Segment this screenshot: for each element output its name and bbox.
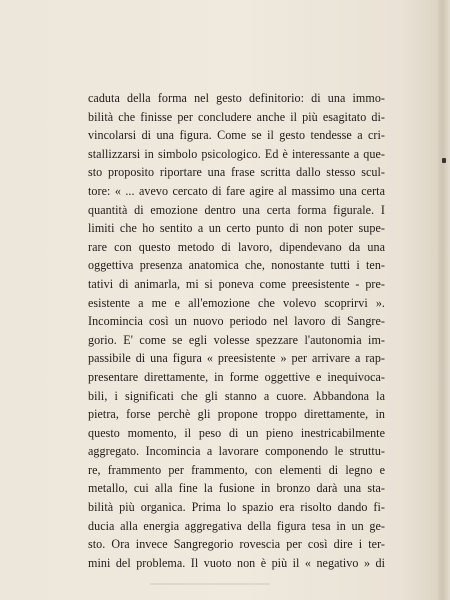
text-line: quantità di emozione dentro una certa forma figurale. I <box>88 202 385 217</box>
text-line: re, frammento per frammento, con elementi di legno e <box>88 462 385 477</box>
text-line: presentare direttamente, in forme oggettive e inequivoca- <box>88 369 385 384</box>
text-line: ducia alla energia aggregativa della figura tesa in un ge- <box>88 518 385 533</box>
text-line: rare con questo metodo di lavoro, dipendevano da una <box>88 239 385 254</box>
text-line: tore: « ... avevo cercato di fare agire al massimo una certa <box>88 183 385 198</box>
text-line: stallizzarsi in simbolo psicologico. Ed è interessante a que- <box>88 146 385 161</box>
paper-smudge <box>150 583 270 585</box>
text-line: pietra, forse perchè gli propone troppo direttamente, in <box>88 407 385 422</box>
text-line: bilità che finisse per concludere anche il più esagitato di- <box>88 109 385 124</box>
text-line: caduta della forma nel gesto definitorio: di una immo- <box>88 91 385 105</box>
text-line: sto. Ora invece Sangregorio rovescia per così dire i ter- <box>88 537 385 552</box>
edge-mark <box>442 158 446 163</box>
text-line: limiti che ho sentito a un certo punto di non poter supe- <box>88 221 385 236</box>
text-line: Incomincia così un nuovo periodo nel lavoro di Sangre- <box>88 314 385 329</box>
text-line: aggregato. Incomincia a lavorare componendo le struttu- <box>88 444 385 459</box>
text-line: esistente a me e all'emozione che volevo scoprirvi ». <box>88 295 385 310</box>
text-line: questo momento, il peso di un pieno inestricabilmente <box>88 425 385 440</box>
text-line: gorio. E' come se egli volesse spezzare l'autonomia im- <box>88 332 385 347</box>
text-line: passibile di una figura « preesistente » per arrivare a rap- <box>88 351 385 366</box>
body-text <box>88 89 385 572</box>
text-line: sto proposito riportare una frase scritta dallo stesso scul- <box>88 165 385 180</box>
text-line: oggettiva presenza anatomica che, nonostante tutti i ten- <box>88 258 385 273</box>
text-line: tativi di animarla, mi si poneva come preesistente - pre- <box>88 276 385 291</box>
text-line: bili, i significati che gli stanno a cuore. Abbandona la <box>88 388 385 403</box>
text-line: vincolarsi di una figura. Come se il gesto tendesse a cri- <box>88 128 385 143</box>
page-edge <box>438 0 450 600</box>
text-line: bilità più organica. Prima lo spazio era risolto dando fi- <box>88 500 385 515</box>
text-line: metallo, cui alla fine la fusione in bronzo darà una sta- <box>88 481 385 496</box>
text-line: mini del problema. Il vuoto non è più il « negativo » di <box>88 555 385 570</box>
